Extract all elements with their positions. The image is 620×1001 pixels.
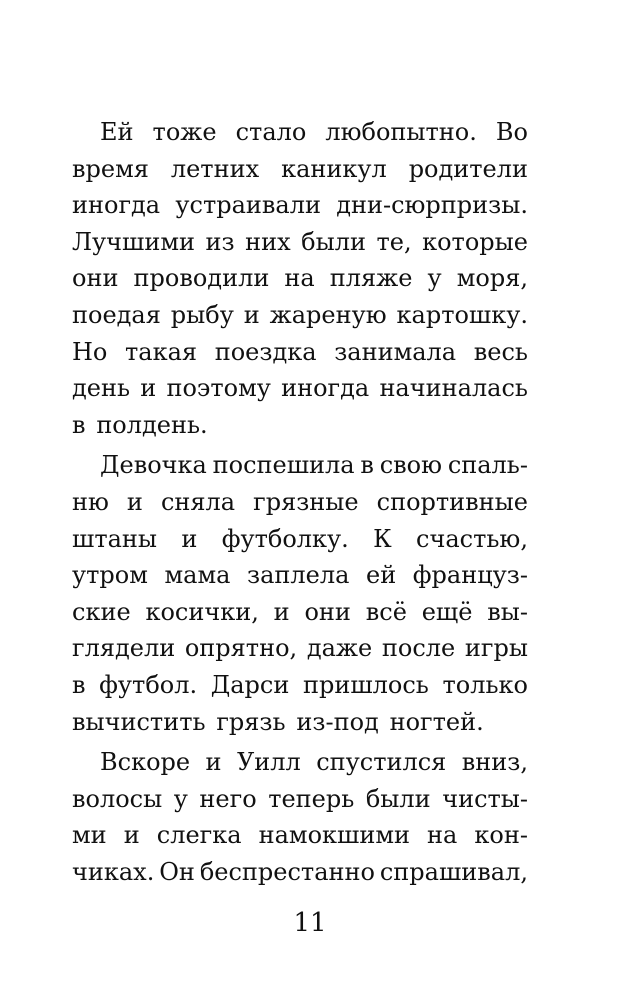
word: сняла [160, 487, 236, 516]
word: спаль- [447, 451, 528, 480]
word: ню [72, 487, 109, 516]
word: спустился [316, 748, 447, 777]
word: них [245, 227, 291, 256]
word: штаны [72, 524, 157, 553]
word: Лучшими [72, 227, 195, 256]
word: ещё [421, 597, 473, 626]
word: у [173, 784, 188, 813]
word: чиках. [72, 857, 155, 886]
word: даже [306, 634, 373, 663]
text-line [72, 817, 528, 854]
word: утром [72, 561, 148, 590]
paragraph-2 [72, 447, 528, 740]
word: и [181, 524, 198, 553]
word: начиналась [379, 374, 528, 403]
word: и [123, 821, 140, 850]
text-line [72, 224, 528, 261]
word: и [273, 597, 290, 626]
word: заплела [247, 561, 350, 590]
word: намокшими [258, 821, 410, 850]
word: поедая [72, 300, 161, 329]
word: и [243, 300, 260, 329]
word: вычистить [72, 707, 206, 736]
word: поспешила [212, 451, 355, 480]
word: мама [164, 561, 231, 590]
word: косички, [145, 597, 259, 626]
text-line [72, 667, 528, 704]
word: ей [365, 561, 397, 590]
word: жареную [269, 300, 387, 329]
word: вниз, [461, 748, 528, 777]
word: в [72, 410, 86, 439]
word: в [360, 451, 374, 480]
page-number: 11 [293, 908, 327, 938]
text-line [72, 151, 528, 188]
word: футбол. [99, 670, 198, 699]
word: спортивные [376, 487, 528, 516]
word: они [72, 264, 119, 293]
word: моря, [456, 264, 528, 293]
word: в [72, 670, 86, 699]
word: родители [408, 154, 528, 183]
word: проводили [133, 264, 270, 293]
word: на [427, 821, 458, 850]
word: ские [72, 597, 131, 626]
text-line [72, 447, 528, 484]
word: грязь [216, 707, 286, 736]
word: Дарси [210, 670, 290, 699]
word: ми [72, 821, 107, 850]
word: рыбу [170, 300, 234, 329]
word: из-под [296, 707, 379, 736]
word: полдень. [96, 410, 208, 439]
word: француз- [412, 561, 528, 590]
word: время [72, 154, 149, 183]
word: такая [125, 337, 198, 366]
word: весь [473, 337, 528, 366]
word: которые [422, 227, 528, 256]
text-line [72, 297, 528, 334]
word: опрятно, [184, 634, 298, 663]
word: и [205, 748, 222, 777]
text-line [72, 854, 528, 891]
word: пришлось [302, 670, 429, 699]
word: иногда [281, 374, 370, 403]
word: вы- [487, 597, 528, 626]
word: Вскоре [100, 748, 191, 777]
word: Он [159, 857, 195, 886]
word: чисты- [442, 784, 528, 813]
word: Во [495, 118, 528, 146]
word: устраивали [175, 191, 321, 220]
word: глядели [72, 634, 176, 663]
text-line [72, 370, 528, 407]
text-line [72, 557, 528, 594]
word: иногда [72, 191, 161, 220]
text-line [72, 484, 528, 521]
word: игры [464, 634, 528, 663]
word: стало [235, 118, 307, 146]
word: счастью, [416, 524, 528, 553]
word: дни-сюрпризы. [336, 191, 528, 220]
word: картошку. [396, 300, 528, 329]
text-line [72, 334, 528, 371]
word: К [373, 524, 392, 553]
word: Но [72, 337, 108, 366]
body-text [72, 114, 528, 890]
text-line [72, 521, 528, 558]
word: футболку. [221, 524, 349, 553]
text-line [72, 114, 528, 151]
word: были [365, 784, 431, 813]
word: после [381, 634, 456, 663]
word: спрашивал, [379, 857, 528, 886]
paragraph-1 [72, 114, 528, 443]
word: на [284, 264, 315, 293]
text-line [72, 704, 528, 741]
text-line [72, 407, 528, 444]
text-line [72, 594, 528, 631]
text-line [72, 744, 528, 781]
text-line [72, 260, 528, 297]
word: Девочка [100, 451, 207, 480]
word: летних [170, 154, 260, 183]
word: только [442, 670, 528, 699]
text-line [72, 187, 528, 224]
word: свою [379, 451, 443, 480]
word: ногтей. [389, 707, 484, 736]
word: те, [376, 227, 412, 256]
word: всё [365, 597, 407, 626]
word: Ей [100, 118, 134, 146]
word: поездка [214, 337, 317, 366]
word: кон- [474, 821, 528, 850]
word: из [205, 227, 235, 256]
word: него [199, 784, 257, 813]
word: слегка [156, 821, 242, 850]
word: теперь [268, 784, 355, 813]
word: занимала [334, 337, 457, 366]
word: были [301, 227, 366, 256]
word: любопытно. [325, 118, 477, 146]
word: тоже [152, 118, 217, 146]
word: они [304, 597, 351, 626]
word: беспрестанно [199, 857, 375, 886]
word: Уилл [236, 748, 301, 777]
word: у [427, 264, 442, 293]
text-line [72, 781, 528, 818]
word: пляже [329, 264, 413, 293]
word: поэтому [166, 374, 271, 403]
paragraph-3 [72, 744, 528, 890]
word: и [126, 487, 143, 516]
word: и [140, 374, 157, 403]
word: волосы [72, 784, 163, 813]
text-line [72, 630, 528, 667]
word: день [72, 374, 131, 403]
word: каникул [281, 154, 387, 183]
word: грязные [253, 487, 359, 516]
